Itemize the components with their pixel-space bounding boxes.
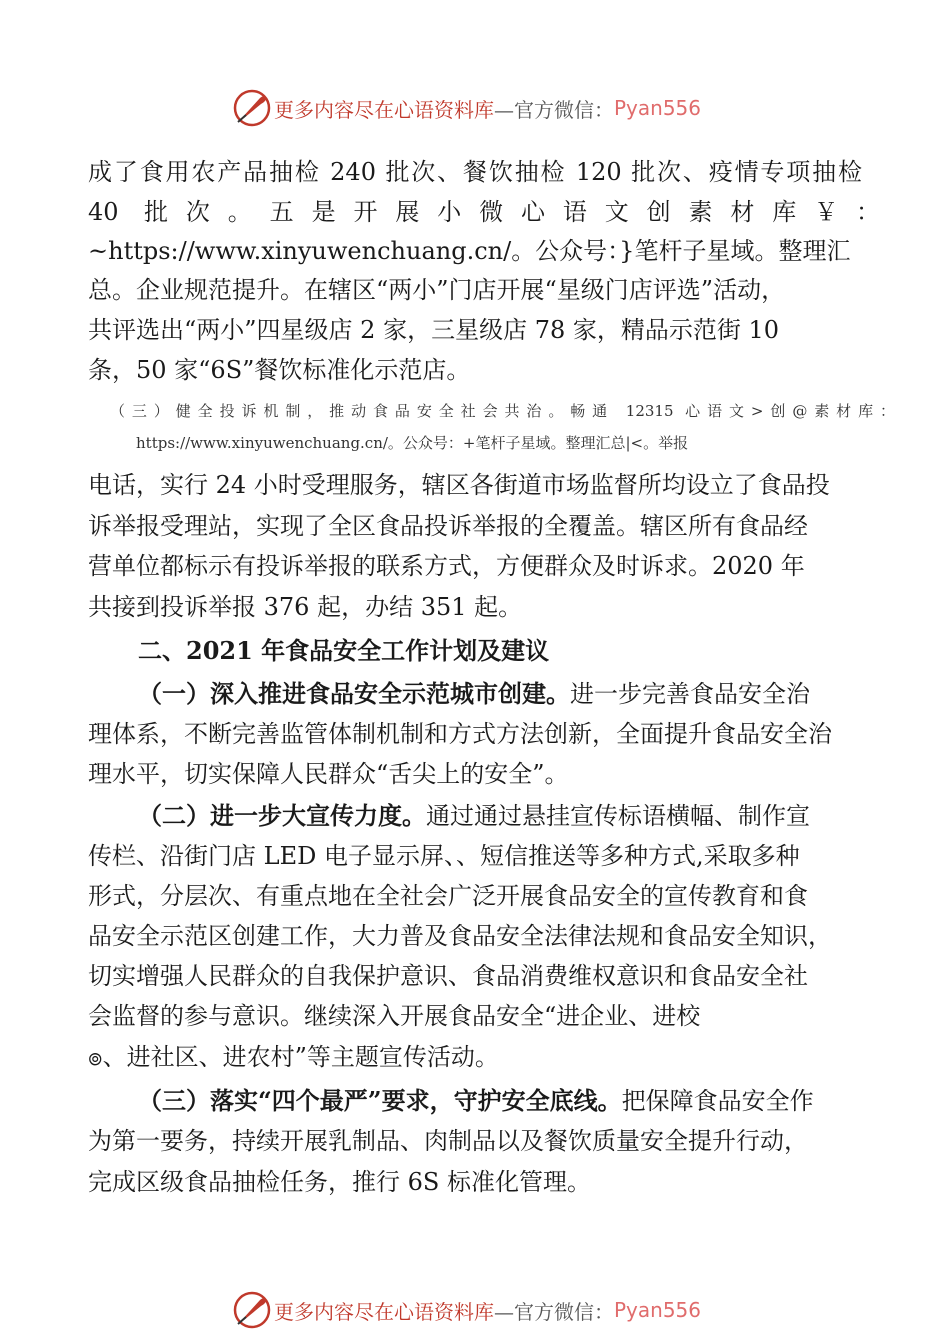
paragraph-line: 诉举报受理站，实现了全区食品投诉举报的全覆盖。辖区所有食品经 [88,512,808,540]
watermark-dark-text: —官方微信： [494,1299,614,1324]
section-heading: 二、2021 年食品安全工作计划及建议 [138,636,550,665]
small-text-line: （三）健全投诉机制，推动食品安全社会共治。畅通 12315 心语文>创@素材库： [110,402,895,420]
subsection-title: （一）深入推进食品安全示范城市创建。 [138,679,570,708]
watermark-banner-bottom [232,1290,701,1330]
paragraph-line: 为第一要务，持续开展乳制品、肉制品以及餐饮质量安全提升行动， [88,1127,808,1155]
paragraph-line: 成了食用农产品抽检 240 批次、餐饮抽检 120 批次、疫情专项抽检 [88,158,862,186]
paragraph-line: 传栏、沿街门店 LED 电子显示屏、、短信推送等多种方式,采取多种 [88,842,800,870]
subsection-text: 通过通过悬挂宣传标语横幅、制作宣 [426,802,810,830]
subsection-first-line [138,1081,912,1121]
feather-pen-logo-icon [232,88,272,128]
paragraph-line: 总。企业规范提升。在辖区“两小”门店开展“星级门店评选”活动， [88,276,786,304]
small-text-line: https://www.xinyuwenchuang.cn/。公众号：+笔杆子星域。整理汇总|<。举报 [136,434,689,452]
paragraph-line: ~https://www.xinyuwenchuang.cn/。公众号：}笔杆子星域。整理汇 [88,237,851,265]
subsection-title: （二）进一步大宣传力度。 [138,801,426,830]
subsection-first-line [138,674,912,714]
paragraph-line: 会监督的参与意识。继续深入开展食品安全“进企业、进校 [88,1002,701,1030]
subsection-first-line [138,796,912,836]
paragraph-line: 条，50 家“6S”餐饮标准化示范店。 [88,356,471,384]
watermark-dark-text: —官方微信： [494,97,614,122]
subsection-text: 把保障食品安全作 [621,1087,814,1115]
paragraph-line: 营单位都标示有投诉举报的联系方式，方便群众及时诉求。2020 年 [88,552,805,580]
paragraph-line: 共评选出“两小”四星级店 2 家，三星级店 78 家，精品示范街 10 [88,316,780,344]
paragraph-line: ๏、进社区、进农村”等主题宣传活动。 [88,1043,499,1071]
paragraph-line: 品安全示范区创建工作，大力普及食品安全法律法规和食品安全知识， [88,922,832,950]
subsection-title: （三）落实“四个最严”要求，守护安全底线。 [138,1086,622,1115]
paragraph-line: 理体系，不断完善监管体制机制和方式方法创新，全面提升食品安全治 [88,720,832,748]
paragraph-line: 形式，分层次、有重点地在全社会广泛开展食品安全的宣传教育和食 [88,882,808,910]
paragraph-line: 40 批次。五是开展小微心语文创素材库￥： [88,198,880,226]
watermark-banner-top [232,88,701,128]
subsection-text: 进一步完善食品安全治 [570,680,810,708]
feather-pen-logo-icon [232,1290,272,1330]
paragraph-line: 切实增强人民群众的自我保护意识、食品消费维权意识和食品安全社 [88,962,808,990]
watermark-red-text: 更多内容尽在心语资料库 [274,97,494,122]
paragraph-line: 电话，实行 24 小时受理服务，辖区各街道市场监督所均设立了食品投 [88,471,830,499]
watermark-wechat-id: Pyan556 [614,1298,702,1322]
watermark-wechat-id: Pyan556 [614,96,702,120]
paragraph-line: 共接到投诉举报 376 起，办结 351 起。 [88,593,523,621]
paragraph-line: 理水平，切实保障人民群众“舌尖上的安全”。 [88,760,569,788]
watermark-red-text: 更多内容尽在心语资料库 [274,1299,494,1324]
paragraph-line: 完成区级食品抽检任务，推行 6S 标准化管理。 [88,1168,591,1196]
